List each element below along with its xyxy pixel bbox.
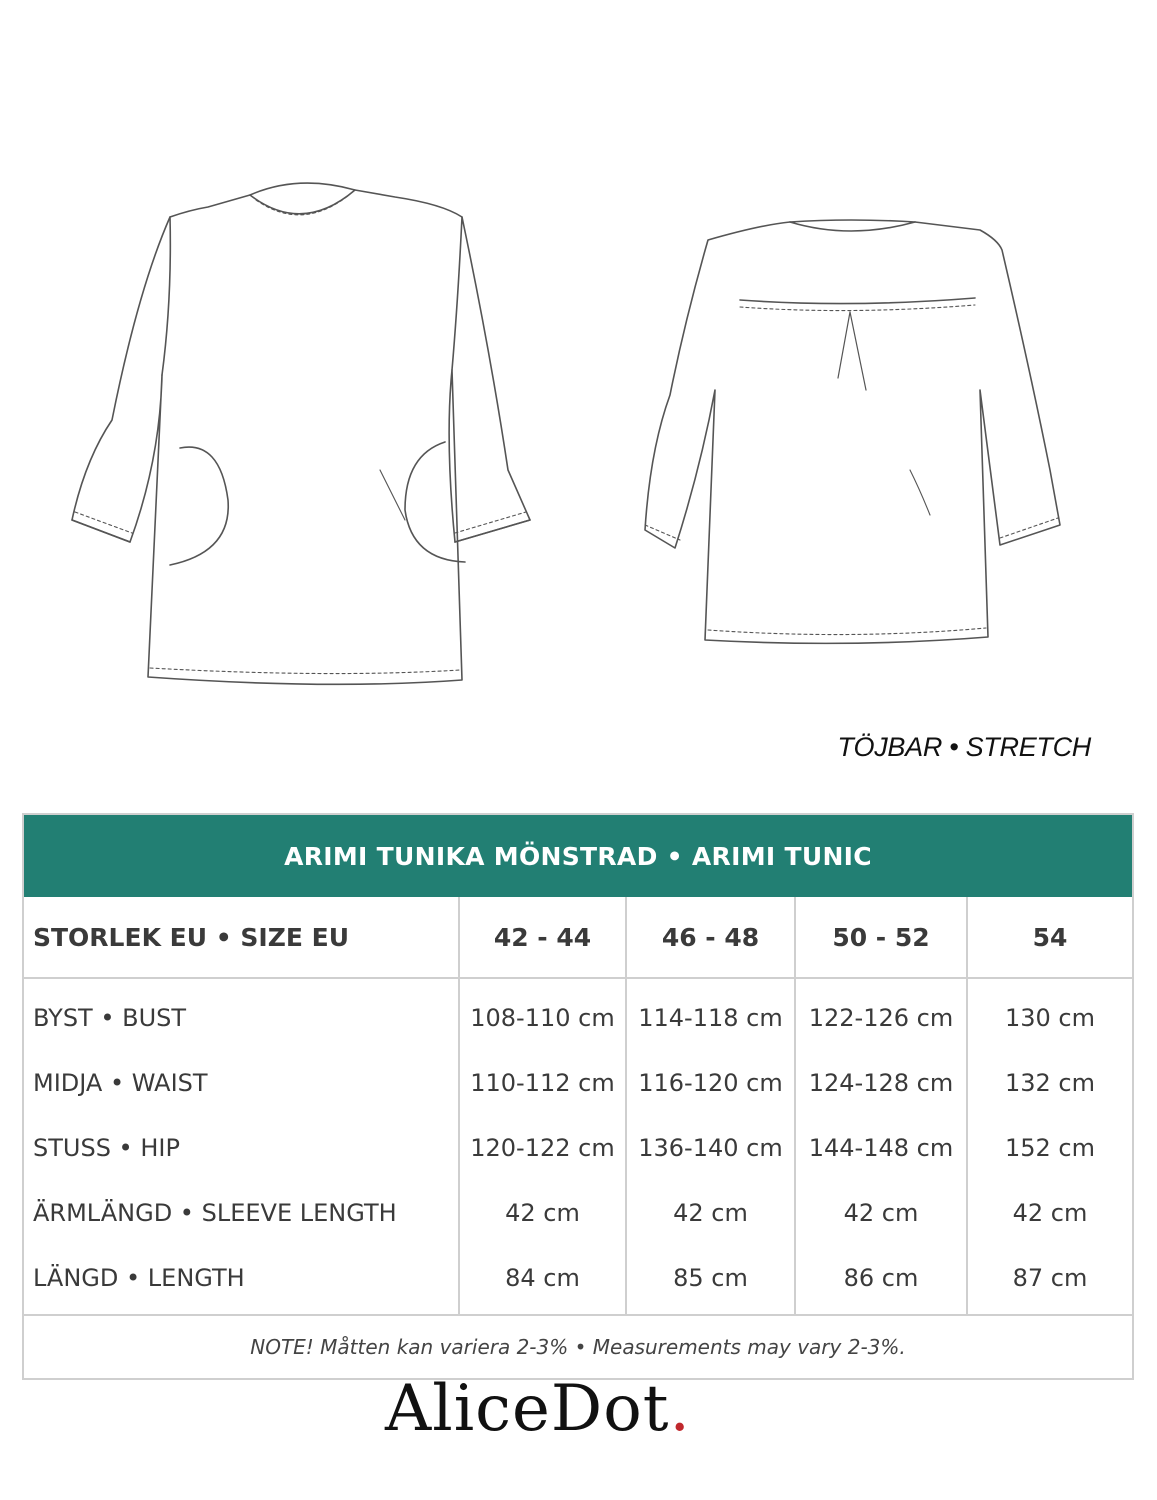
table-cell: 144-148 cm [795,1115,967,1180]
tunic-back-view [645,220,1060,643]
brand-logo-text: AliceDot [385,1372,670,1446]
table-cell: 84 cm [459,1245,626,1315]
brand-logo [385,1372,691,1446]
table-cell: 124-128 cm [795,1050,967,1115]
table-cell: 152 cm [967,1115,1132,1180]
table-cell: 120-122 cm [459,1115,626,1180]
table-cell: 42 cm [626,1180,795,1245]
size-header-label: STORLEK EU • SIZE EU [24,897,459,978]
row-label: ÄRMLÄNGD • SLEEVE LENGTH [33,1198,397,1227]
table-cell: 87 cm [967,1245,1132,1315]
table-cell: 114-118 cm [626,978,795,1050]
table-row-length [24,1245,1132,1315]
measurement-note: NOTE! Måtten kan variera 2-3% • Measurements may vary 2-3%. [250,1335,906,1359]
table-cell: 85 cm [626,1245,795,1315]
row-label: MIDJA • WAIST [33,1068,208,1097]
table-cell: 42 cm [459,1180,626,1245]
table-row-waist [24,1050,1132,1115]
size-header-46-48: 46 - 48 [626,897,795,978]
size-chart-title: ARIMI TUNIKA MÖNSTRAD • ARIMI TUNIC [24,815,1132,897]
tunic-technical-sketch [60,170,1100,710]
size-header-54: 54 [967,897,1132,978]
table-cell: 136-140 cm [626,1115,795,1180]
table-cell: 132 cm [967,1050,1132,1115]
table-cell: 122-126 cm [795,978,967,1050]
table-row-hip [24,1115,1132,1180]
row-label: STUSS • HIP [33,1133,180,1162]
table-cell: 42 cm [795,1180,967,1245]
tunic-sketch-svg [60,170,1100,710]
size-header-50-52: 50 - 52 [795,897,967,978]
table-row-bust [24,978,1132,1050]
table-cell: 86 cm [795,1245,967,1315]
table-cell: 116-120 cm [626,1050,795,1115]
row-label: BYST • BUST [33,1003,187,1032]
row-label: LÄNGD • LENGTH [24,1245,459,1315]
size-chart-table [24,897,1132,1316]
table-cell: 42 cm [967,1180,1132,1245]
size-header-42-44: 42 - 44 [459,897,626,978]
brand-logo-dot: . [669,1372,691,1446]
stretch-label: TÖJBAR • STRETCH [837,732,1091,762]
tunic-front-view [72,183,530,684]
size-header-row [24,897,1132,978]
size-chart [22,813,1134,1380]
table-cell: 130 cm [967,978,1132,1050]
table-cell: 110-112 cm [459,1050,626,1115]
table-cell: 108-110 cm [459,978,626,1050]
table-row-sleeve-length [24,1180,1132,1245]
